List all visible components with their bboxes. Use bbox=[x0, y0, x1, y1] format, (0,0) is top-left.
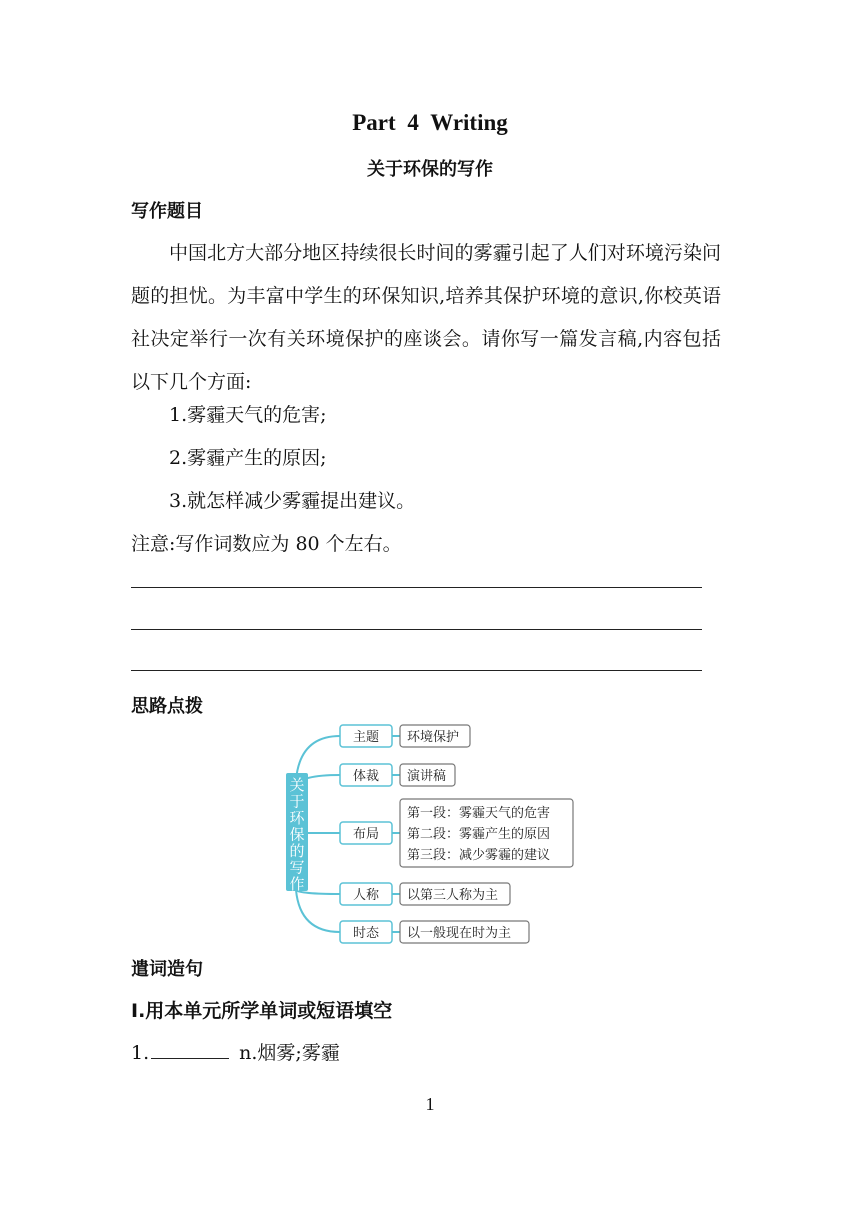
vocab-item-number: 1. bbox=[131, 1042, 150, 1064]
answer-line-3[interactable] bbox=[131, 670, 702, 671]
branch-detail-3b: 第二段：雾霾产生的原因 bbox=[407, 827, 551, 842]
page-number: 1 bbox=[425, 1094, 435, 1114]
prompt-point-3: 3.就怎样减少雾霾提出建议。 bbox=[169, 490, 416, 512]
branch-detail-3a: 第一段：雾霾天气的危害 bbox=[407, 806, 551, 821]
mindmap-center-text: 关于环保的写作 bbox=[289, 776, 305, 893]
branch-detail-4: 以第三人称为主 bbox=[407, 888, 499, 903]
prompt-paragraph: 中国北方大部分地区持续很长时间的雾霾引起了人们对环境污染问题的担忧。为丰富中学生的环保知识,培养其保护环境的意识,你校英语社决定举行一次有关环境保护的座谈会。请你写一篇发言稿,内容包括以下几个方面: bbox=[131, 242, 721, 393]
connector-5 bbox=[296, 890, 340, 932]
prompt-heading: 写作题目 bbox=[131, 201, 203, 222]
vocab-item-meaning: n.烟雾;雾霾 bbox=[239, 1042, 340, 1064]
vocab-blank-1[interactable] bbox=[151, 1040, 229, 1059]
answer-line-2[interactable] bbox=[131, 629, 702, 630]
branch-detail-5: 以一般现在时为主 bbox=[407, 926, 512, 941]
vocab-item-1 bbox=[131, 1038, 340, 1065]
prompt-point-1: 1.雾霾天气的危害; bbox=[169, 404, 327, 426]
hint-heading: 思路点拨 bbox=[131, 696, 203, 717]
branch-label-5: 时态 bbox=[352, 926, 380, 941]
branch-detail-1: 环境保护 bbox=[407, 730, 460, 745]
vocab-subheading: Ⅰ.用本单元所学单词或短语填空 bbox=[131, 1000, 393, 1022]
answer-line-1[interactable] bbox=[131, 587, 702, 588]
mindmap bbox=[280, 718, 590, 948]
vocab-heading: 遣词造句 bbox=[131, 959, 203, 980]
page-title: Part 4 Writing bbox=[352, 110, 508, 135]
prompt-point-2: 2.雾霾产生的原因; bbox=[169, 447, 327, 469]
branch-label-1: 主题 bbox=[352, 730, 380, 745]
page-subtitle: 关于环保的写作 bbox=[367, 159, 493, 180]
branch-label-3: 布局 bbox=[352, 827, 380, 842]
branch-detail-2: 演讲稿 bbox=[407, 769, 447, 784]
word-count-note: 注意:写作词数应为 80 个左右。 bbox=[131, 533, 402, 555]
branch-label-4: 人称 bbox=[352, 888, 380, 903]
branch-label-2: 体裁 bbox=[352, 769, 380, 784]
branch-detail-3c: 第三段：减少雾霾的建议 bbox=[407, 848, 551, 863]
